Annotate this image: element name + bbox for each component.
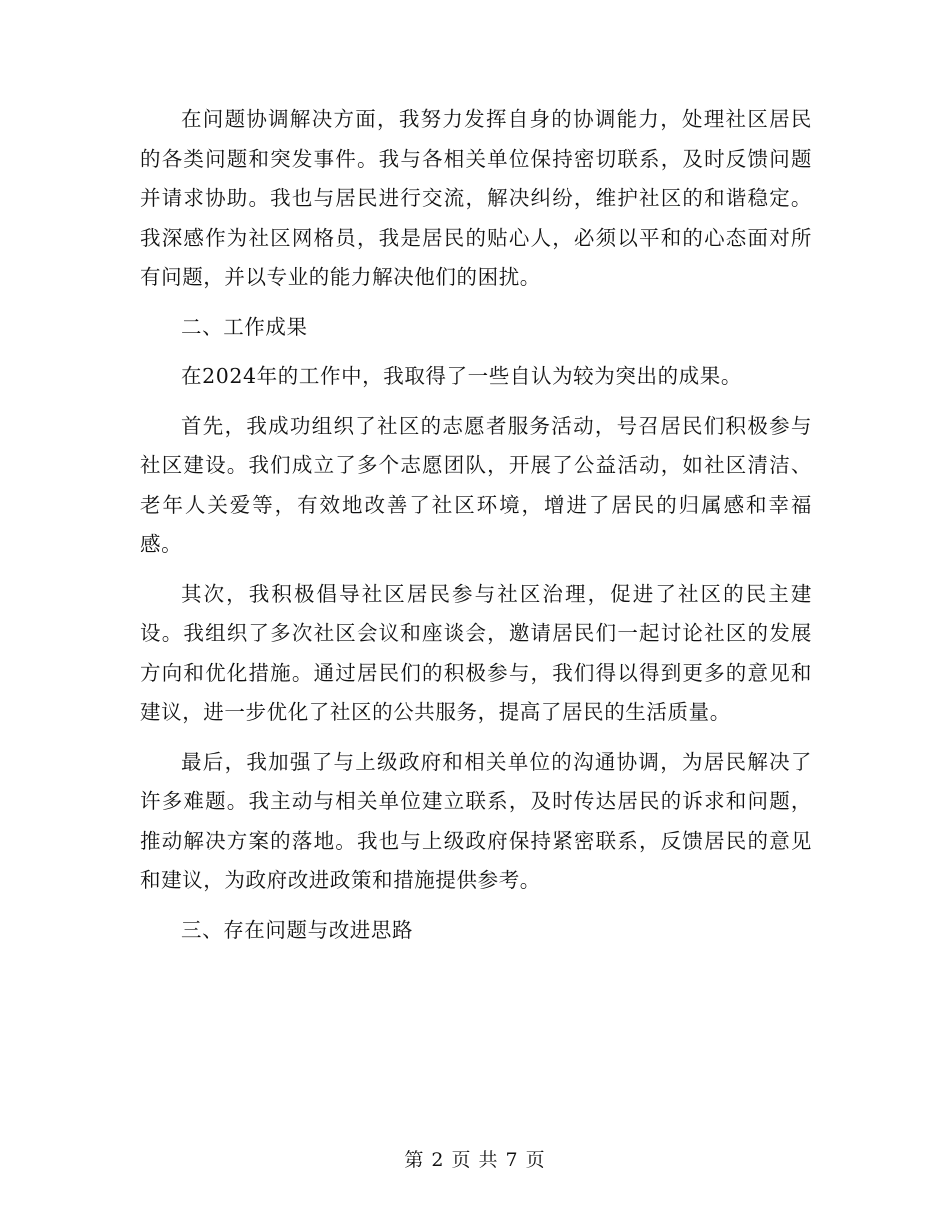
section-heading-results: 二、工作成果	[181, 314, 308, 339]
section-heading-problems: 三、存在问题与改进思路	[181, 917, 414, 942]
paragraph-governance: 其次，我积极倡导社区居民参与社区治理，促进了社区的民主建设。我组织了多次社区会议和座谈会，邀请居民们一起讨论社区的发展方向和优化措施。通过居民们的积极参与，我们得以得到更多的意见和建议，进一步优化了社区的公共服务，提高了居民的生活质量。	[140, 581, 812, 724]
page-number-footer: 第 2 页 共 7 页	[404, 1149, 546, 1171]
paragraph-coordination: 在问题协调解决方面，我努力发挥自身的协调能力，处理社区居民的各类问题和突发事件。我与各相关单位保持密切联系，及时反馈问题并请求协助。我也与居民进行交流，解决纠纷，维护社区的和谐稳定。我深感作为社区网格员，我是居民的贴心人，必须以平和的心态面对所有问题，并以专业的能力解决他们的困扰。	[140, 107, 812, 289]
paragraph-volunteer: 首先，我成功组织了社区的志愿者服务活动，号召居民们积极参与社区建设。我们成立了多个志愿团队，开展了公益活动，如社区清洁、老年人关爱等，有效地改善了社区环境，增进了居民的归属感和幸福感。	[140, 413, 812, 556]
document-body	[140, 100, 812, 960]
paragraph-results-intro: 在2024年的工作中，我取得了一些自认为较为突出的成果。	[181, 364, 742, 388]
paragraph-communication: 最后，我加强了与上级政府和相关单位的沟通协调，为居民解决了许多难题。我主动与相关单位建立联系，及时传达居民的诉求和问题，推动解决方案的落地。我也与上级政府保持紧密联系，反馈居民的意见和建议，为政府改进政策和措施提供参考。	[140, 749, 812, 892]
